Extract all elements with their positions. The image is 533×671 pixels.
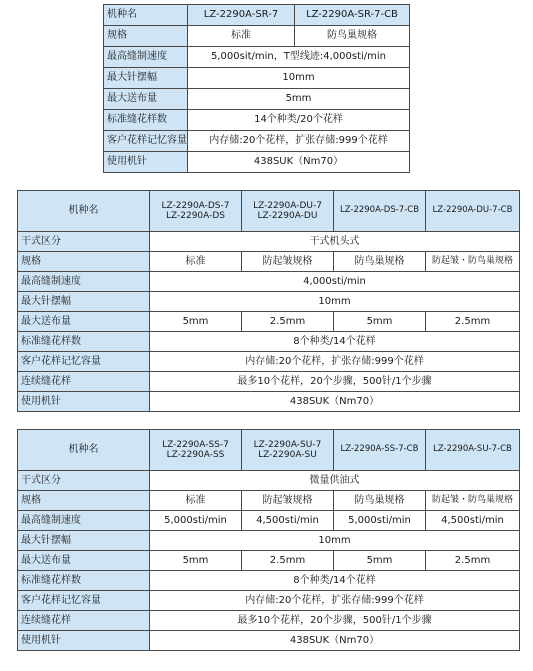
model-name: LZ-2290A-SR-7-CB [295, 5, 410, 26]
table-row [104, 152, 410, 173]
row-label: 最高缝制速度 [18, 272, 150, 292]
model-name [150, 430, 242, 471]
cell-value: 4,500sti/min [242, 511, 334, 531]
cell-value: 2.5mm [242, 551, 334, 571]
model-line: LZ-2290A-DU-7 [253, 200, 322, 211]
cell-value: 14个种类/20个花样 [188, 110, 410, 131]
row-label: 干式区分 [18, 232, 150, 252]
model-line: LZ-2290A-SS [166, 450, 225, 460]
row-label: 最大针摆幅 [18, 531, 150, 551]
cell-value: 8个种类/14个花样 [150, 332, 520, 352]
table-row [104, 131, 410, 152]
table-row [18, 332, 520, 352]
cell-value: 438SUK（Nm70） [150, 392, 520, 412]
row-label: 客户花样记忆容量 [18, 591, 150, 611]
cell-value: 438SUK（Nm70） [150, 631, 520, 651]
cell-value: 2.5mm [426, 312, 520, 332]
model-name: LZ-2290A-DS-7-CB [334, 191, 426, 232]
row-label: 连续缝花样 [18, 611, 150, 631]
cell-value: 内存储:20个花样，扩张存储:999个花样 [150, 591, 520, 611]
cell-value: 5mm [150, 312, 242, 332]
row-label: 使用机针 [104, 152, 188, 173]
header-row [18, 191, 520, 232]
cell-value: 5,000sti/min [334, 511, 426, 531]
table-row [18, 571, 520, 591]
table-row [18, 611, 520, 631]
row-label: 干式区分 [18, 471, 150, 491]
row-label: 规格 [18, 252, 150, 272]
table-row [18, 551, 520, 571]
row-label: 最大送布量 [18, 551, 150, 571]
cell-value: 防起皱・防鸟巢规格 [426, 252, 520, 272]
table-row [104, 110, 410, 131]
table-row [18, 352, 520, 372]
row-label: 使用机针 [18, 631, 150, 651]
cell-value: 10mm [188, 68, 410, 89]
table-row [18, 631, 520, 651]
table-row [18, 491, 520, 511]
cell-value: 防鸟巢规格 [295, 26, 410, 47]
header-row [104, 5, 410, 26]
row-label: 机种名 [104, 5, 188, 26]
header-row [18, 430, 520, 471]
table-row [18, 232, 520, 252]
model-line: LZ-2290A-SS-7 [162, 439, 229, 450]
cell-value: 最多10个花样，20个步骤，500针/1个步骤 [150, 611, 520, 631]
cell-value: 防起皱规格 [242, 252, 334, 272]
row-label: 机种名 [18, 191, 150, 232]
table-row [104, 89, 410, 110]
cell-value: 4,000sti/min [150, 272, 520, 292]
table-row [104, 47, 410, 68]
table-row [18, 392, 520, 412]
table-row [18, 591, 520, 611]
model-line: LZ-2290A-DU [257, 211, 318, 221]
row-label: 标准缝花样数 [18, 332, 150, 352]
cell-value: 438SUK（Nm70） [188, 152, 410, 173]
spec-table-oil [17, 429, 520, 651]
cell-value: 最多10个花样，20个步骤，500针/1个步骤 [150, 372, 520, 392]
cell-value: 标准 [150, 491, 242, 511]
row-label: 标准缝花样数 [18, 571, 150, 591]
table-row [18, 292, 520, 312]
row-label: 客户花样记忆容量 [18, 352, 150, 372]
cell-value: 5mm [334, 551, 426, 571]
model-name [242, 191, 334, 232]
row-label: 使用机针 [18, 392, 150, 412]
cell-value: 防鸟巢规格 [334, 491, 426, 511]
cell-value: 4,500sti/min [426, 511, 520, 531]
cell-value: 10mm [150, 531, 520, 551]
cell-value: 防起皱・防鸟巢规格 [426, 491, 520, 511]
table-row [18, 252, 520, 272]
table-row [104, 68, 410, 89]
cell-value: 5mm [334, 312, 426, 332]
table-row [18, 531, 520, 551]
cell-value: 标准 [188, 26, 295, 47]
table-row [18, 272, 520, 292]
cell-value: 防鸟巢规格 [334, 252, 426, 272]
table-row [18, 312, 520, 332]
model-line: LZ-2290A-DS-7 [161, 200, 230, 211]
cell-value: 5mm [150, 551, 242, 571]
row-label: 机种名 [18, 430, 150, 471]
table-row [104, 26, 410, 47]
model-line: LZ-2290A-SU [258, 450, 317, 460]
row-label: 客户花样记忆容量 [104, 131, 188, 152]
model-name: LZ-2290A-DU-7-CB [426, 191, 520, 232]
row-label: 最大送布量 [104, 89, 188, 110]
model-line: LZ-2290A-SU-7 [253, 439, 322, 450]
cell-value: 2.5mm [426, 551, 520, 571]
model-name: LZ-2290A-SR-7 [188, 5, 295, 26]
cell-value: 内存储:20个花样，扩张存储:999个花样 [150, 352, 520, 372]
cell-value: 10mm [150, 292, 520, 312]
table-row [18, 372, 520, 392]
row-label: 最高缝制速度 [104, 47, 188, 68]
cell-value: 标准 [150, 252, 242, 272]
cell-value: 5mm [188, 89, 410, 110]
row-label: 规格 [18, 491, 150, 511]
model-name: LZ-2290A-SS-7-CB [334, 430, 426, 471]
table-row [18, 511, 520, 531]
model-name: LZ-2290A-SU-7-CB [426, 430, 520, 471]
row-label: 连续缝花样 [18, 372, 150, 392]
model-line: LZ-2290A-DS [165, 211, 226, 221]
cell-value: 干式机头式 [150, 232, 520, 252]
row-label: 规格 [104, 26, 188, 47]
row-label: 最高缝制速度 [18, 511, 150, 531]
model-name [150, 191, 242, 232]
cell-value: 内存储:20个花样，扩张存储:999个花样 [188, 131, 410, 152]
row-label: 最大针摆幅 [104, 68, 188, 89]
row-label: 标准缝花样数 [104, 110, 188, 131]
cell-value: 防起皱规格 [242, 491, 334, 511]
row-label: 最大针摆幅 [18, 292, 150, 312]
cell-value: 2.5mm [242, 312, 334, 332]
row-label: 最大送布量 [18, 312, 150, 332]
cell-value: 5,000sit/min，T型线迹:4,000sti/min [188, 47, 410, 68]
cell-value: 5,000sti/min [150, 511, 242, 531]
cell-value: 8个种类/14个花样 [150, 571, 520, 591]
spec-table-sr [103, 4, 410, 173]
cell-value: 微量供油式 [150, 471, 520, 491]
spec-table-dry [17, 190, 520, 412]
table-row [18, 471, 520, 491]
model-name [242, 430, 334, 471]
